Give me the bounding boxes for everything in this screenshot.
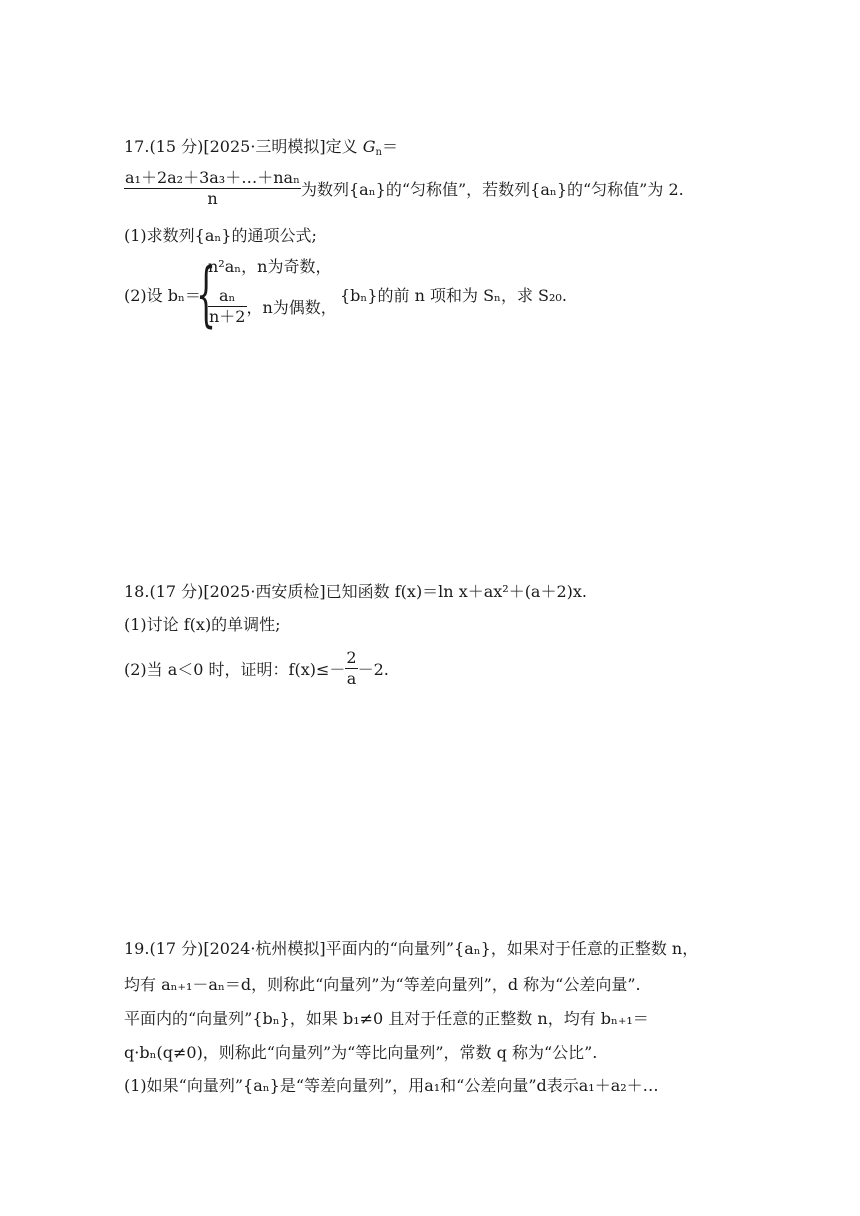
- q19-line2: 均有 aₙ₊₁－aₙ＝d，则称此“向量列”为“等差向量列”，d 称为“公差向量”.: [124, 975, 641, 994]
- q17-eq: ＝: [382, 137, 399, 156]
- q18-fraction: [345, 648, 357, 689]
- q18-frac-den: a: [346, 669, 357, 688]
- q18-part1: (1)讨论 f(x)的单调性;: [124, 615, 281, 634]
- q17-after-frac: 为数列{aₙ}的“匀称值”，若数列{aₙ}的“匀称值”为 2.: [301, 180, 684, 199]
- q17-case2-den: n＋2: [209, 307, 246, 326]
- q17-part1: (1)求数列{aₙ}的通项公式;: [124, 226, 317, 245]
- q19-line4: q·bₙ(q≠0)，则称此“向量列”为“等比向量列”，常数 q 称为“公比”.: [124, 1043, 598, 1062]
- q17-definition: [124, 168, 684, 209]
- q17-case2-num: aₙ: [208, 286, 247, 307]
- q17-case1: n²aₙ，n为奇数，: [208, 257, 332, 276]
- q17-G-sub: n: [375, 147, 382, 158]
- q18-part2-prefix: (2)当 a＜0 时，证明：f(x)≤－: [124, 660, 346, 679]
- q19-line5: (1)如果“向量列”{aₙ}是“等差向量列”，用a₁和“公差向量”d表示a₁＋a₂＋…: [124, 1076, 659, 1095]
- q17-case2-tail: ，n为偶数，: [246, 298, 337, 317]
- q17-case2-fraction: [208, 286, 247, 327]
- q18-frac-num: 2: [346, 648, 357, 667]
- q18-part2: [124, 648, 389, 689]
- q17-intro: 17.(15 分)[2025·三明模拟]定义: [124, 137, 363, 156]
- q19-line1: 19.(17 分)[2024·杭州模拟]平面内的“向量列”{aₙ}，如果对于任意的正整数 n，: [124, 939, 699, 958]
- q17-frac-den: n: [207, 189, 218, 208]
- q17-part2-suffix: {bₙ}的前 n 项和为 Sₙ，求 S₂₀.: [340, 286, 567, 305]
- q17-fraction: [124, 168, 301, 209]
- q17-part2-prefix: (2)设 bₙ＝: [124, 286, 201, 305]
- q19-line3: 平面内的“向量列”{bₙ}，如果 b₁≠0 且对于任意的正整数 n，均有 bₙ₊₁＝: [124, 1009, 649, 1028]
- q17-case2: [208, 286, 337, 327]
- q17-G: G: [362, 137, 376, 156]
- q17-frac-num: a₁＋2a₂＋3a₃＋…＋naₙ: [125, 168, 300, 187]
- q18-line1: 18.(17 分)[2025·西安质检]已知函数 f(x)＝ln x＋ax²＋(a＋2)x.: [124, 582, 588, 601]
- q17-brace: {: [196, 253, 217, 335]
- q18-part2-suffix: －2.: [357, 660, 389, 679]
- q17-line1: [124, 136, 398, 164]
